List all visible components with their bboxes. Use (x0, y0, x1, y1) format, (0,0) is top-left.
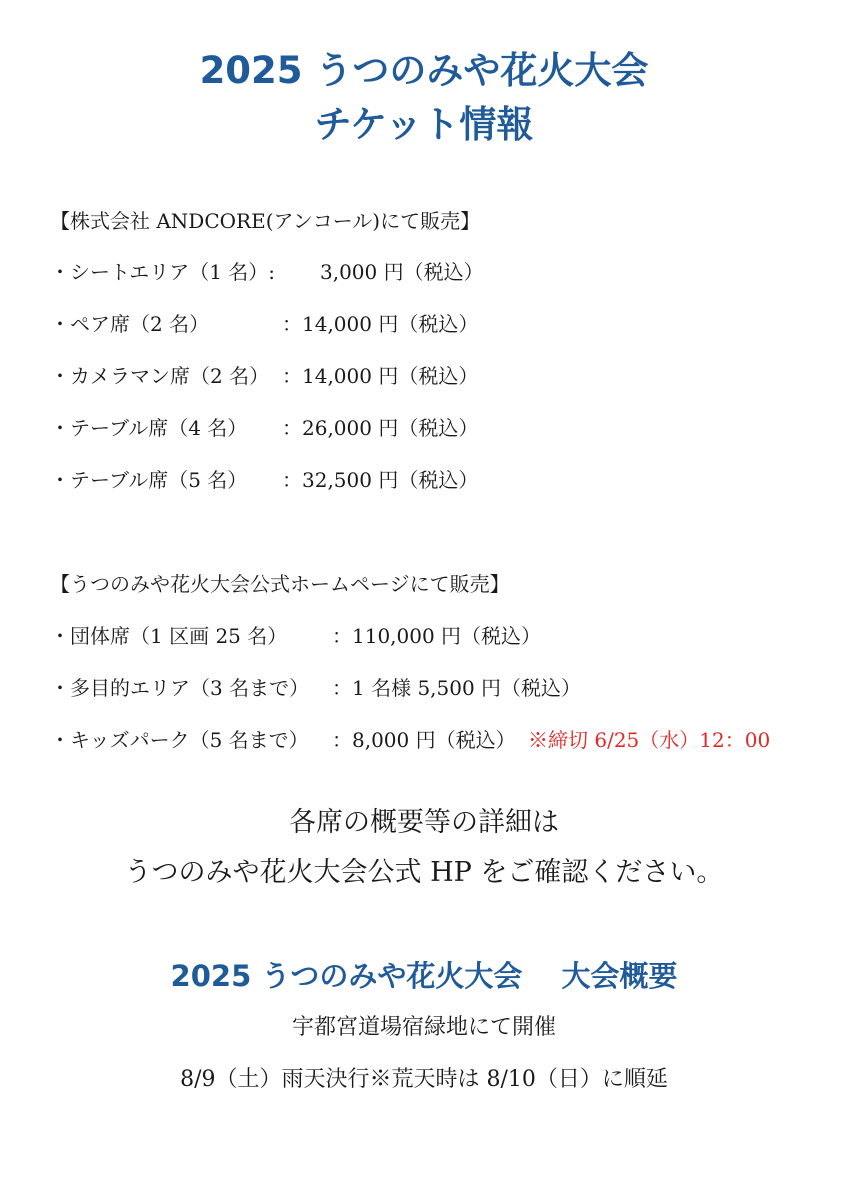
item-label: ペア席（2 名） (70, 312, 210, 336)
deadline-note: ※締切 6/25（水）12：00 (528, 728, 771, 752)
item-label: テーブル席（4 名） (70, 416, 248, 440)
item-price: ：32,500 円（税込） (282, 468, 479, 492)
bullet: ・ (50, 260, 70, 284)
item-label: 多目的エリア（3 名まで） (70, 676, 310, 700)
bullet: ・ (50, 676, 70, 700)
andcore-section-header: 【株式会社 ANDCORE(アンコール)にて販売】 (50, 209, 481, 233)
item-price: ：26,000 円（税込） (282, 416, 479, 440)
official-section-header: 【うつのみや花火大会公式ホームページにて販売】 (50, 572, 510, 596)
overview-date: 8/9（土）雨天決行※荒天時は 8/10（日）に順延 (180, 1067, 668, 1092)
item-price: ：8,000 円（税込） (332, 728, 516, 752)
item-label: キッズパーク（5 名まで） (70, 728, 309, 752)
item-price: ：14,000 円（税込） (282, 364, 479, 388)
item-price: ：14,000 円（税込） (282, 312, 479, 336)
item-label: 団体席（1 区画 25 名） (70, 624, 288, 648)
details-notice-line1: 各席の概要等の詳細は (289, 807, 559, 838)
bullet: ・ (50, 624, 70, 648)
bullet: ・ (50, 416, 70, 440)
page-title: 2025 うつのみや花火大会 (199, 49, 649, 92)
item-price: ：1 名様 5,500 円（税込） (332, 676, 582, 700)
item-label: カメラマン席（2 名） (70, 364, 270, 388)
bullet: ・ (50, 364, 70, 388)
bullet: ・ (50, 728, 70, 752)
item-label: テーブル席（5 名） (70, 468, 248, 492)
item-price: ：110,000 円（税込） (332, 624, 542, 648)
item-label: シートエリア（1 名）: (70, 260, 276, 284)
page-subtitle: チケット情報 (314, 103, 534, 146)
item-price: 3,000 円（税込） (320, 260, 484, 284)
overview-title: 2025 うつのみや花火大会 大会概要 (170, 959, 678, 993)
bullet: ・ (50, 468, 70, 492)
details-notice-line2: うつのみや花火大会公式 HP をご確認ください。 (124, 857, 724, 888)
bullet: ・ (50, 312, 70, 336)
overview-venue: 宇都宮道場宿緑地にて開催 (291, 1015, 556, 1040)
